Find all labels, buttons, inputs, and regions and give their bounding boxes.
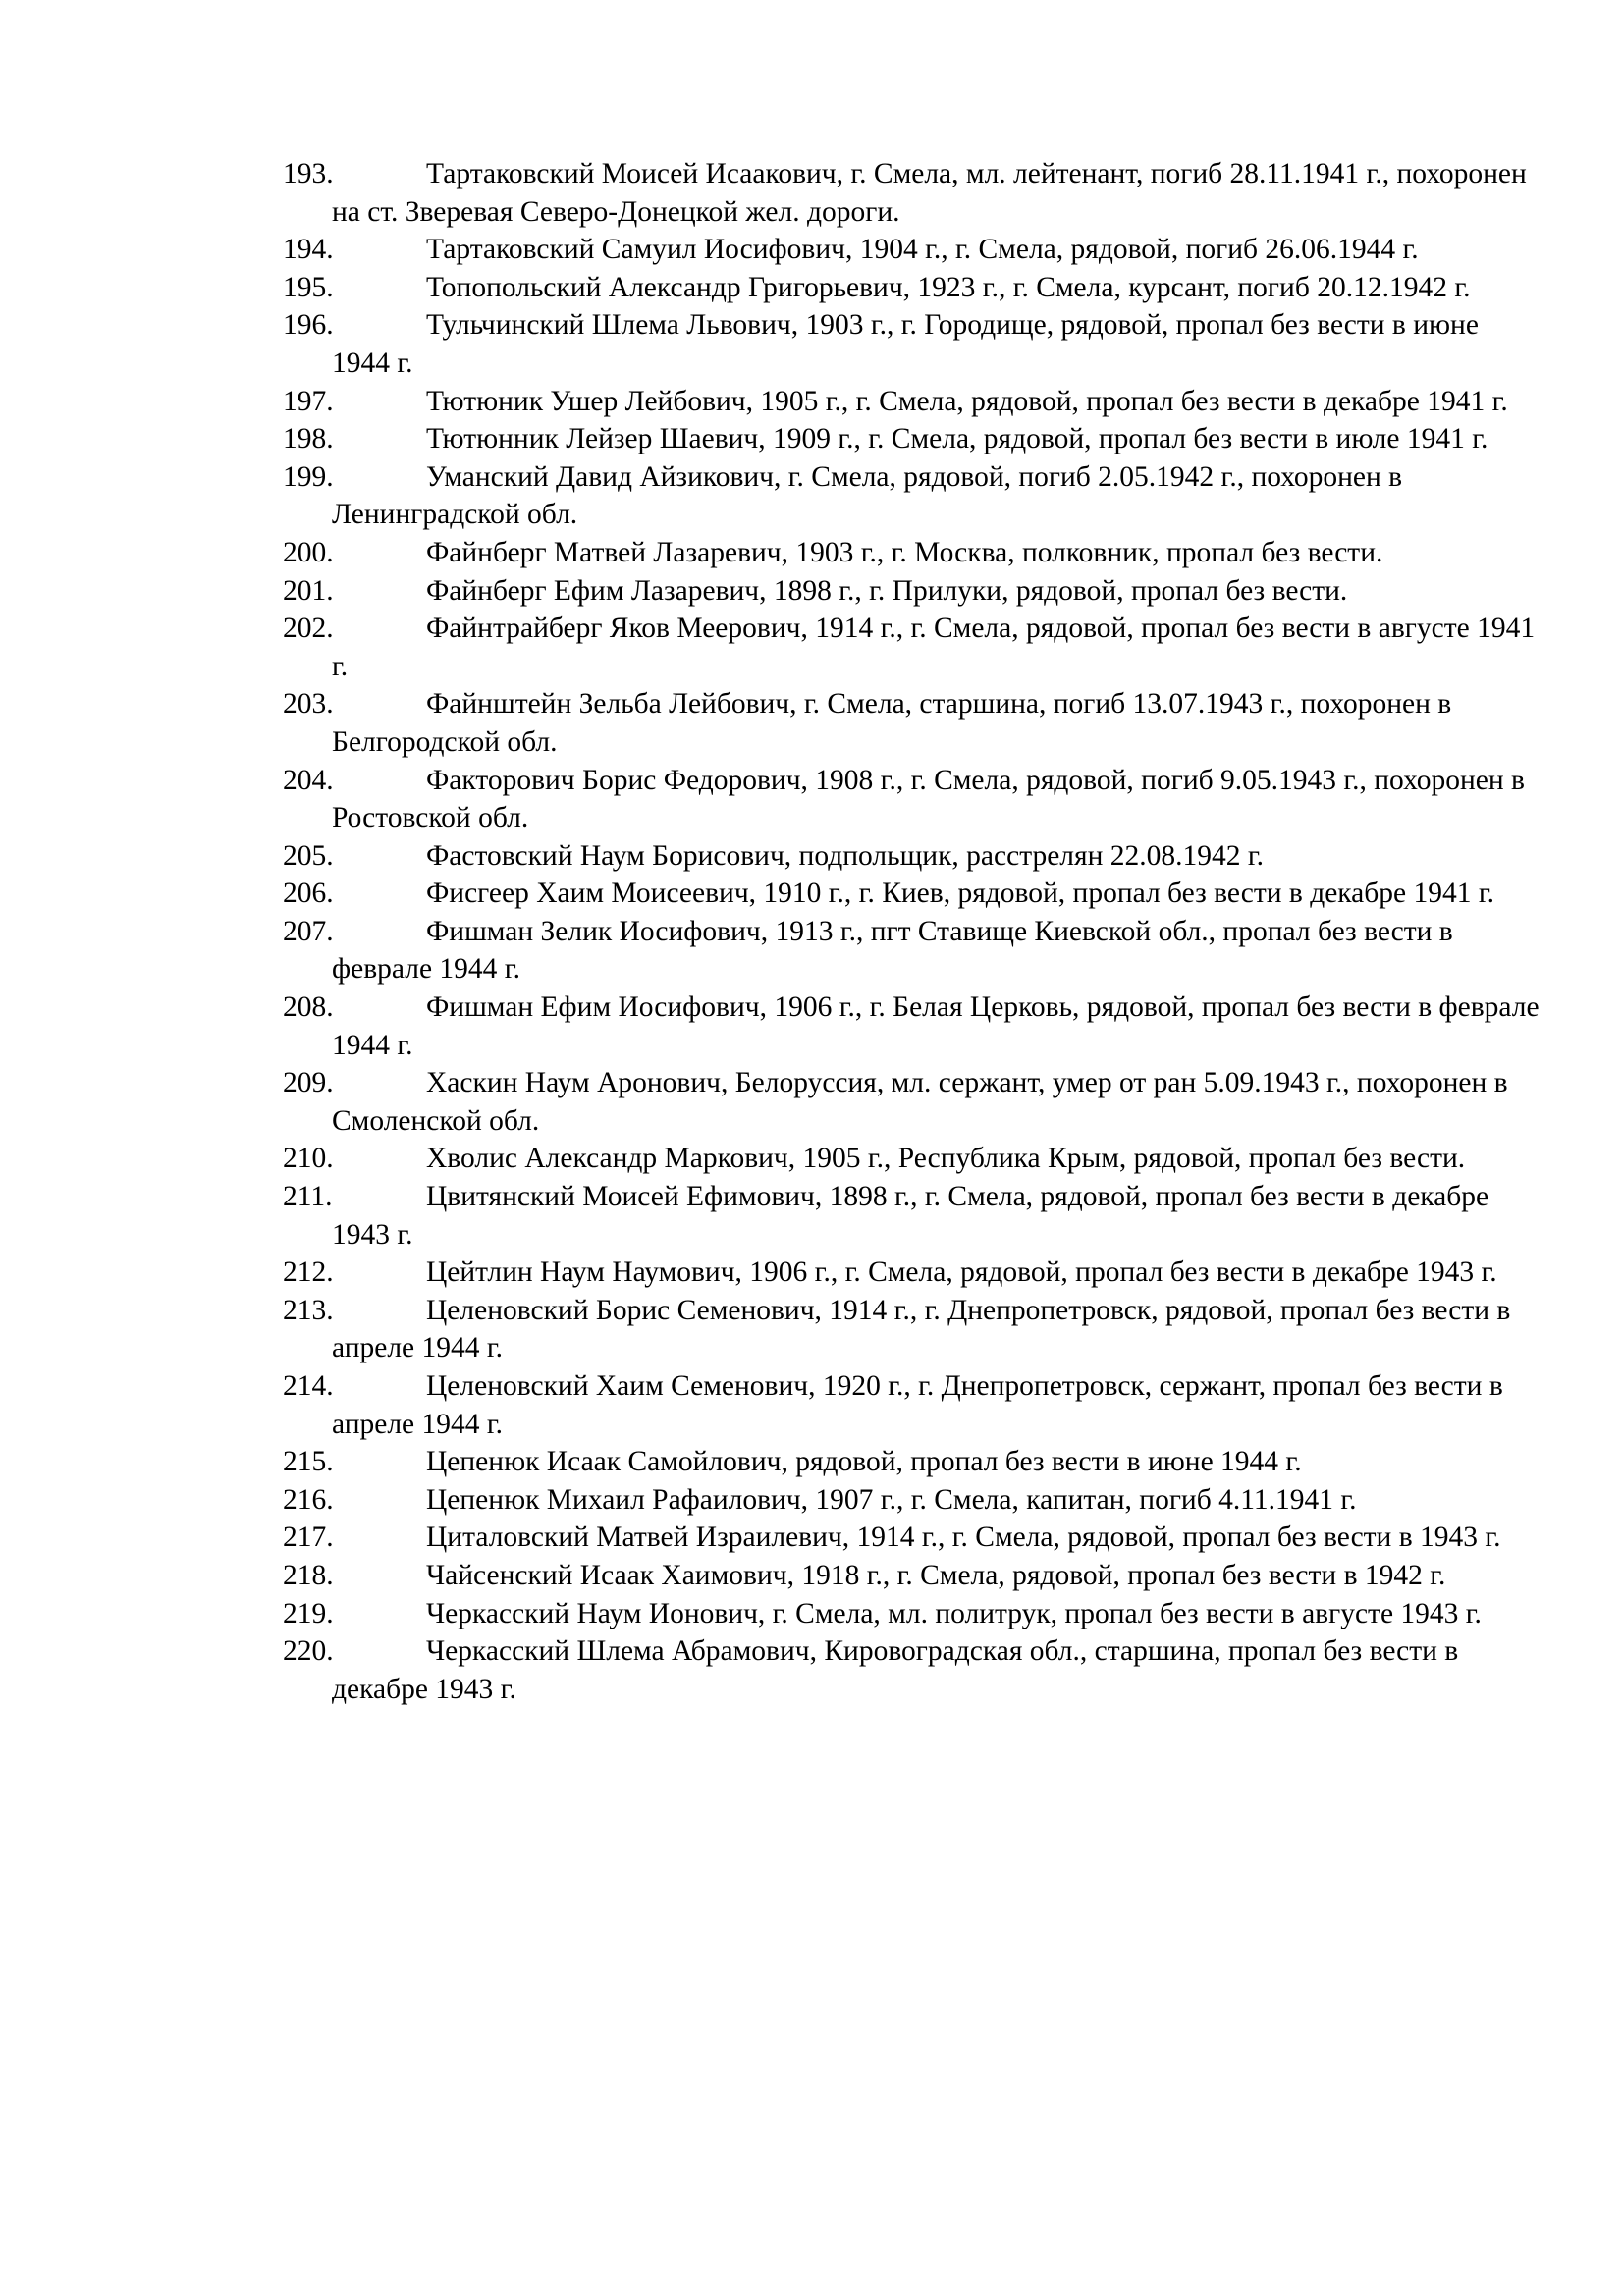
entry-number: 203.: [283, 688, 334, 721]
entry-text: Файнштейн Зельба Лейбович, г. Смела, старшина, погиб 13.07.1943 г., похоронен в Белгородской обл.: [332, 688, 1452, 758]
entry-text: Тульчинский Шлема Львович, 1903 г., г. Городище, рядовой, пропал без вести в июне 1944 г.: [332, 309, 1479, 379]
entry-number: 218.: [283, 1559, 334, 1591]
entry-number: 212.: [283, 1256, 334, 1289]
list-item: [283, 837, 1540, 876]
entry-text: Черкасский Шлема Абрамович, Кировоградская обл., старшина, пропал без вести в декабре 1943 г.: [332, 1635, 1459, 1705]
entry-text: Факторович Борис Федорович, 1908 г., г. Смела, рядовой, погиб 9.05.1943 г., похоронен в Ростовской обл.: [332, 764, 1525, 834]
list-item: [283, 231, 1540, 269]
entry-number: 196.: [283, 309, 334, 342]
entry-number: 219.: [283, 1597, 334, 1629]
list-item: [283, 420, 1540, 458]
entry-number: 204.: [283, 764, 334, 796]
entry-text: Цейтлин Наум Наумович, 1906 г., г. Смела, рядовой, пропал без вести в декабре 1943 г.: [426, 1256, 1497, 1289]
entry-number: 194.: [283, 234, 334, 266]
entry-number: 213.: [283, 1294, 334, 1326]
entry-text: Целеновский Хаим Семенович, 1920 г., г. Днепропетровск, сержант, пропал без вести в апреле 1944 г.: [332, 1370, 1503, 1440]
entry-text: Фисгеер Хаим Моисеевич, 1910 г., г. Киев, рядовой, пропал без вести в декабре 1941 г.: [426, 878, 1495, 910]
list-item: [283, 913, 1540, 988]
list-item: [283, 1367, 1540, 1443]
entry-text: Тютюнник Лейзер Шаевич, 1909 г., г. Смела, рядовой, пропал без вести в июле 1941 г.: [426, 423, 1488, 455]
list-item: [283, 534, 1540, 572]
list-item: [283, 1481, 1540, 1520]
list-item: [283, 155, 1540, 231]
entry-text: Тютюник Ушер Лейбович, 1905 г., г. Смела, рядовой, пропал без вести в декабре 1941 г.: [426, 385, 1508, 417]
entry-number: 214.: [283, 1370, 334, 1402]
list-item: [283, 1064, 1540, 1140]
entry-text: Фишман Зелик Иосифович, 1913 г., пгт Ставище Киевской обл., пропал без вести в феврале 1944 г.: [332, 915, 1453, 986]
entry-text: Целеновский Борис Семенович, 1914 г., г. Днепропетровск, рядовой, пропал без вести в апреле 1944 г.: [332, 1294, 1511, 1364]
list-item: [283, 306, 1540, 382]
list-item: [283, 1178, 1540, 1254]
entry-text: Цепенюк Исаак Самойлович, рядовой, пропал без вести в июне 1944 г.: [426, 1446, 1302, 1478]
entry-text: Файнберг Ефим Лазаревич, 1898 г., г. Прилуки, рядовой, пропал без вести.: [426, 574, 1348, 607]
list-item: [283, 1595, 1540, 1633]
entry-number: 216.: [283, 1483, 334, 1516]
list-item: [283, 1254, 1540, 1292]
entry-text: Файнберг Матвей Лазаревич, 1903 г., г. Москва, полковник, пропал без вести.: [426, 536, 1383, 568]
entry-text: Тартаковский Самуил Иосифович, 1904 г., г. Смела, рядовой, погиб 26.06.1944 г.: [426, 234, 1419, 266]
entry-text: Фишман Ефим Иосифович, 1906 г., г. Белая Церковь, рядовой, пропал без вести в феврале 1944 г.: [332, 991, 1540, 1061]
entry-number: 220.: [283, 1635, 334, 1668]
entry-number: 217.: [283, 1522, 334, 1554]
entry-number: 198.: [283, 423, 334, 455]
list-item: [283, 762, 1540, 837]
list-item: [283, 1632, 1540, 1708]
list-item: [283, 1443, 1540, 1481]
entry-number: 215.: [283, 1446, 334, 1478]
list-item: [283, 572, 1540, 611]
entry-text: Чайсенский Исаак Хаимович, 1918 г., г. Смела, рядовой, пропал без вести в 1942 г.: [426, 1559, 1446, 1591]
entry-number: 201.: [283, 574, 334, 607]
entry-text: Фастовский Наум Борисович, подпольщик, расстрелян 22.08.1942 г.: [426, 839, 1265, 872]
list-item: [283, 1519, 1540, 1557]
entry-number: 202.: [283, 613, 334, 645]
list-item: [283, 685, 1540, 761]
entry-text: Тартаковский Моисей Исаакович, г. Смела, мл. лейтенант, погиб 28.11.1941 г., похоронен на ст. Зверевая Северо-Донецкой жел. дороги.: [332, 158, 1527, 228]
entry-text: Файнтрайберг Яков Меерович, 1914 г., г. Смела, рядовой, пропал без вести в августе 1941 г.: [332, 613, 1536, 682]
entry-number: 211.: [283, 1181, 333, 1213]
entry-number: 200.: [283, 536, 334, 568]
entry-text: Хволис Александр Маркович, 1905 г., Республика Крым, рядовой, пропал без вести.: [426, 1143, 1466, 1175]
list-item: [283, 610, 1540, 685]
entry-number: 208.: [283, 991, 334, 1024]
entry-text: Хаскин Наум Аронович, Белоруссия, мл. сержант, умер от ран 5.09.1943 г., похоронен в Смоленской обл.: [332, 1067, 1508, 1137]
list-item: [283, 1557, 1540, 1595]
entry-number: 207.: [283, 915, 334, 947]
entry-number: 205.: [283, 839, 334, 872]
entry-number: 199.: [283, 460, 334, 493]
entry-text: Цепенюк Михаил Рафаилович, 1907 г., г. Смела, капитан, погиб 4.11.1941 г.: [426, 1483, 1357, 1516]
list-item: [283, 458, 1540, 534]
entry-text: Топопольский Александр Григорьевич, 1923 г., г. Смела, курсант, погиб 20.12.1942 г.: [426, 271, 1471, 303]
list-item: [283, 1140, 1540, 1178]
entry-text: Черкасский Наум Ионович, г. Смела, мл. политрук, пропал без вести в августе 1943 г.: [426, 1597, 1482, 1629]
entry-number: 210.: [283, 1143, 334, 1175]
list-item: [283, 988, 1540, 1064]
entry-number: 197.: [283, 385, 334, 417]
entry-number: 195.: [283, 271, 334, 303]
entry-number: 193.: [283, 158, 334, 189]
entry-text: Уманский Давид Айзикович, г. Смела, рядовой, погиб 2.05.1942 г., похоронен в Ленинградской обл.: [332, 460, 1403, 531]
list-item: [283, 383, 1540, 421]
document-page: [283, 155, 1540, 1708]
list-item: [283, 1292, 1540, 1367]
list-item: [283, 875, 1540, 913]
entry-number: 206.: [283, 878, 334, 910]
entry-text: Цвитянский Моисей Ефимович, 1898 г., г. Смела, рядовой, пропал без вести в декабре 1943 г.: [332, 1181, 1489, 1251]
list-item: [283, 269, 1540, 307]
entry-number: 209.: [283, 1067, 334, 1099]
entry-text: Циталовский Матвей Израилевич, 1914 г., г. Смела, рядовой, пропал без вести в 1943 г.: [426, 1522, 1501, 1554]
